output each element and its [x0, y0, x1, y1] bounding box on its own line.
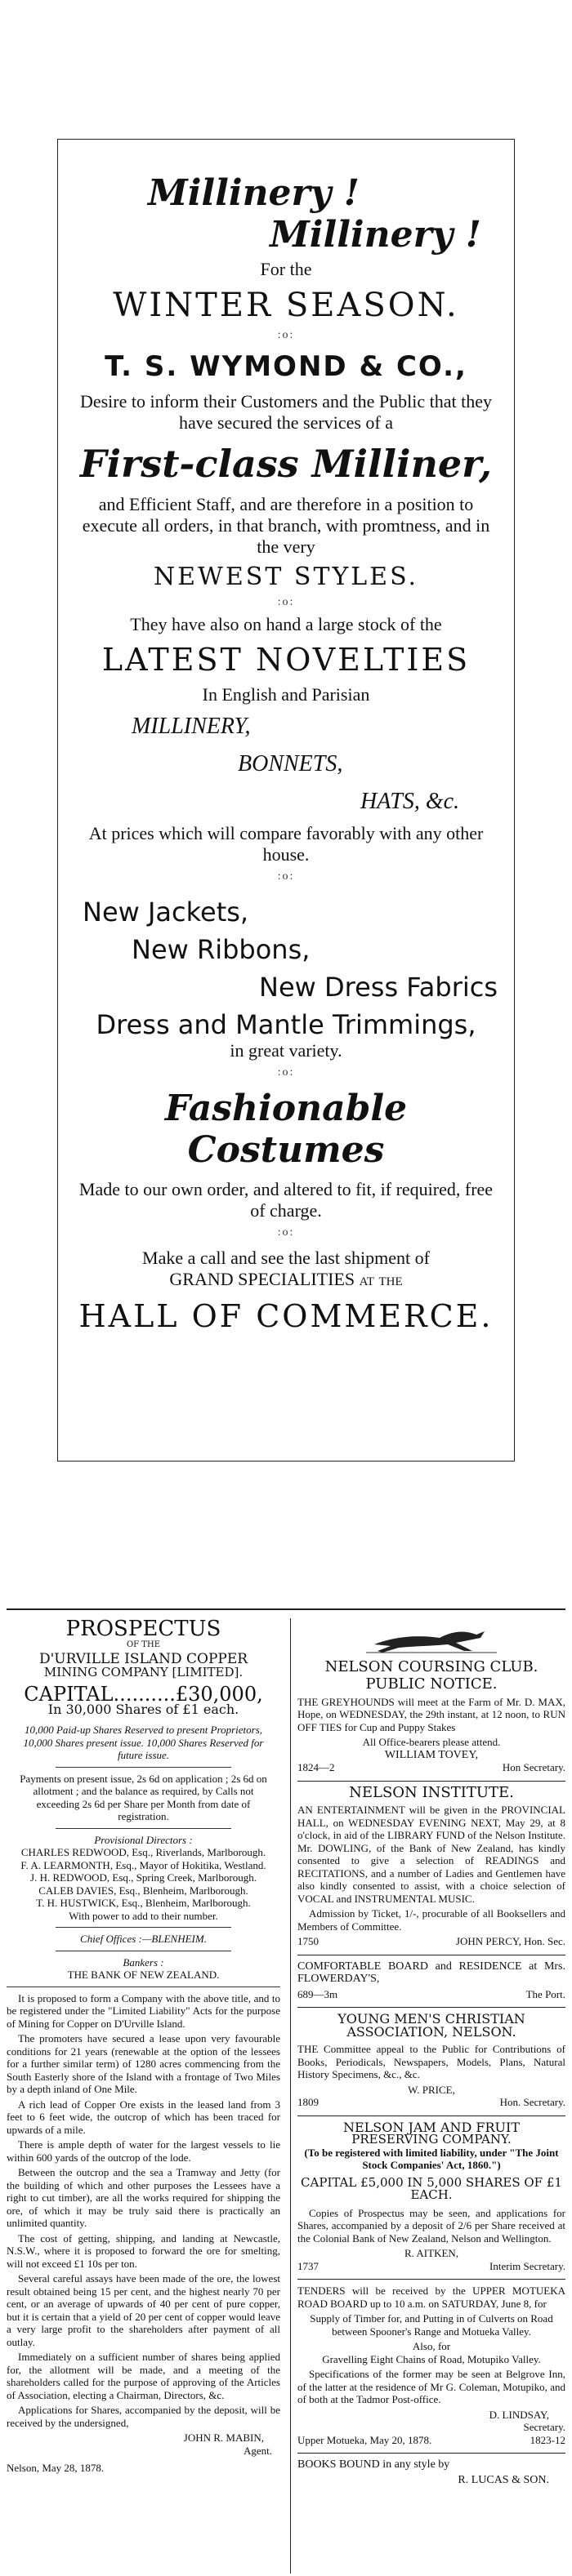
separator: :o:	[277, 870, 295, 883]
made-order-text: Made to our own order, and altered to fit, if required, free of charge.	[78, 1179, 494, 1221]
lower-columns	[7, 1608, 565, 2574]
separator: :o:	[277, 1066, 295, 1079]
efficient-text: and Efficient Staff, and are therefore in a position to execute all orders, in that branch, with promtness, and in the very	[82, 494, 490, 557]
separator: :o:	[277, 329, 295, 341]
prospectus-para-5: Between the outcrop and the sea a Tramway and Jetty (for the building of which and other purposes the Lessees have a right to cut timber), are all the works required for shipping the ore, of which it may be truly said there is practically an unlimited quantity.	[7, 2166, 280, 2229]
first-class-milliner: First-class Milliner,	[79, 442, 493, 486]
hall-of-commerce: HALL OF COMMERCE.	[78, 1298, 494, 1334]
ymca-num: 1809	[297, 2096, 319, 2108]
latest-novelties: LATEST NOVELTIES	[101, 642, 471, 678]
hats-word: HATS, &c.	[360, 789, 460, 814]
board-body: COMFORTABLE BOARD and RESIDENCE at Mrs. FLOWERDAY'S,	[297, 1960, 565, 1985]
divider	[56, 1927, 231, 1928]
provisional-directors-heading: Provisional Directors :	[94, 1833, 193, 1846]
coursing-role: Hon Secretary.	[502, 1761, 565, 1773]
institute-name: JOHN PERCY, Hon. Sec.	[455, 1935, 565, 1947]
jam-role: Interim Secretary.	[489, 2259, 565, 2272]
tenders-item-1: Supply of Timber for, and Putting in of Culverts on Road between Spooner's Range and Motueka Valley.	[310, 2312, 553, 2338]
director-5: T. H. HUSTWICK, Esq., Blenheim, Marlborough.	[36, 1897, 251, 1909]
prospectus-para-1: It is proposed to form a Company with the above title, and to be registered under the "Limited Liability" Acts for the purpose of Mining for Copper on D'Urville Island.	[7, 1991, 280, 2030]
newest-styles: NEWEST STYLES.	[153, 563, 419, 591]
english-parisian: In English and Parisian	[202, 684, 370, 705]
firm-name: T. S. WYMOND & CO.,	[105, 350, 467, 383]
greyhound-icon	[297, 1622, 565, 1657]
shares: In 30,000 Shares of £1 each.	[47, 1701, 239, 1717]
director-3: J. H. REDWOOD, Esq., Spring Creek, Marlborough.	[30, 1871, 257, 1884]
institute-title: NELSON INSTITUTE.	[349, 1783, 514, 1801]
ymca-role: Hon. Secretary.	[499, 2096, 565, 2108]
bankers-heading: Bankers :	[123, 1955, 164, 1969]
board-num: 689—3m	[297, 1987, 338, 2000]
new-jackets: New Jackets,	[83, 896, 249, 928]
company-name-a: D'URVILLE ISLAND COPPER	[38, 1651, 248, 1667]
bonnets-word: BONNETS,	[238, 751, 343, 776]
coursing-title: NELSON COURSING CLUB.	[324, 1657, 538, 1675]
jam-name: R. AITKEN,	[404, 2247, 459, 2259]
new-dress-fabrics: New Dress Fabrics	[259, 972, 498, 1003]
bank-name: THE BANK OF NEW ZEALAND.	[67, 1969, 220, 1981]
jam-body: Copies of Prospectus may be seen, and applications for Shares, accompanied by a deposit of 2/6 per Share received at the Colonial Bank of New Zealand, Nelson and Wellington.	[297, 2206, 565, 2245]
make-call-text: Make a call and see the last shipment of	[142, 1248, 430, 1268]
tenders-role: Secretary.	[523, 2421, 565, 2433]
institute-admission: Admission by Ticket, 1/-, procurable of all Booksellers and Members of Committee.	[297, 1907, 565, 1933]
prospectus-para-4: There is ample depth of water for the largest vessels to lie within 600 yards of the outcrop of the lode.	[7, 2138, 280, 2164]
tenders-name: D. LINDSAY,	[489, 2408, 549, 2421]
jam-title-a: NELSON JAM AND FRUIT	[343, 2119, 520, 2135]
tenders-intro: TENDERS will be received by the UPPER MOTUEKA ROAD BOARD up to 10 a.m. on SATURDAY, June 8, for	[297, 2285, 565, 2310]
tenders-notice	[297, 2279, 565, 2446]
great-variety: in great variety.	[230, 1040, 342, 1061]
prospectus-column	[7, 1618, 280, 2574]
ymca-body: THE Committee appeal to the Public for Contributions of Books, Periodicals, Newspapers, Models, Plans, Natural History Specimens, &c., &c.	[297, 2043, 565, 2080]
grand-specialities: GRAND SPECIALITIES at the	[169, 1269, 403, 1289]
books-name: R. LUCAS & SON.	[458, 2473, 549, 2486]
books-notice	[297, 2453, 565, 2486]
institute-notice	[297, 1781, 565, 1948]
fashionable-costumes: Fashionable Costumes	[164, 1088, 408, 1171]
winter-season: WINTER SEASON.	[113, 287, 459, 324]
ymca-name: W. PRICE,	[408, 2083, 455, 2096]
tenders-also: Also, for	[412, 2340, 451, 2352]
prospectus-para-2: The promoters have secured a lease upon very favourable conditions for 21 years (renewable at the option of the lessees for a further similar term) of 1280 acres commencing from the South Easterly shore of the Island with a frontage of Two Miles by a depth inland of One Mile.	[7, 2032, 280, 2095]
tenders-date: Upper Motueka, May 20, 1878.	[297, 2433, 432, 2446]
institute-num: 1750	[297, 1935, 319, 1947]
prospectus-para-3: A rich lead of Copper Ore exists in the leased land from 3 feet to 6 feet wide, the outcrop of which has been traced for upwards of a mile.	[7, 2098, 280, 2136]
coursing-name: WILLIAM TOVEY,	[384, 1748, 479, 1761]
for-the: For the	[260, 259, 312, 279]
divider	[56, 1828, 231, 1829]
of-the: OF THE	[126, 1639, 160, 1649]
prospectus-para-6: The cost of getting, shipping, and landing at Newcastle, N.S.W., where it is proposed to forward the ore for smelting, will not exceed £1 10s per ton.	[7, 2231, 280, 2270]
company-name-b: MINING COMPANY [LIMITED].	[43, 1664, 244, 1680]
jam-title-b: PRESERVING COMPANY.	[351, 2132, 512, 2147]
headline-millinery-2: Millinery !	[270, 214, 481, 256]
notices-column	[290, 1618, 565, 2574]
jam-registration: (To be registered with limited liability, under "The Joint Stock Companies' Act, 1860.")	[304, 2146, 559, 2171]
separator: :o:	[277, 1226, 295, 1239]
coursing-body: THE GREYHOUNDS will meet at the Farm of Mr. D. MAX, Hope, on WEDNESDAY, the 29th instant, at 12 noon, to RUN OFF TIES for Cup and Puppy Stakes	[297, 1695, 565, 1733]
coursing-officers: All Office-bearers please attend.	[362, 1736, 501, 1748]
tenders-item-2: Gravelling Eight Chains of Road, Motupiko Valley.	[322, 2352, 541, 2365]
divider	[56, 1767, 231, 1768]
jam-num: 1737	[297, 2259, 319, 2272]
director-1: CHARLES REDWOOD, Esq., Riverlands, Marlborough.	[20, 1846, 266, 1858]
jam-capital: CAPITAL £5,000 IN 5,000 SHARES OF £1 EACH.	[301, 2174, 562, 2202]
tenders-num: 1823-12	[530, 2433, 565, 2446]
public-notice: PUBLIC NOTICE.	[365, 1675, 498, 1693]
millinery-word: MILLINERY,	[132, 714, 251, 739]
institute-body: AN ENTERTAINMENT will be given in the PROVINCIAL HALL, on WEDNESDAY EVENING NEXT, May 29, at 8 o'clock, in aid of the LIBRARY FUND of the Nelson Institute. Mr. DOWLING, of the Bank of New Zealand, has kindly consented to give a selection of READINGS and RECITATIONS, and a number of Ladies and Gentlemen have also kindly consented to assist, with a choice selection of VOCAL and INSTRUMENTAL MUSIC.	[297, 1804, 565, 1905]
desire-text: Desire to inform their Customers and the Public that they have secured the services of a	[79, 391, 493, 433]
separator: :o:	[277, 596, 295, 608]
prospectus-title: PROSPECTUS	[65, 1617, 221, 1641]
payments-text: Payments on present issue, 2s 6d on application ; 2s 6d on allotment ; and the balance as required, by Calls not exceeding 2s 6d per Share per Month from date of registration.	[20, 1772, 267, 1822]
signer-role: Agent.	[243, 2444, 272, 2457]
capital: CAPITAL..........£30,000,	[24, 1683, 263, 1706]
prospectus-para-9: Applications for Shares, accompanied by the deposit, will be received by the undersigned,	[7, 2404, 280, 2429]
prospectus-para-7: Several careful assays have been made of the ore, the lowest result obtained being 15 per cent, and the highest nearly 70 per cent, or an average of upwards of 40 per cent of pure copper, but it is certain that a yield of 20 per cent of copper would leave a very large profit to the shareholders after payment of all outlay.	[7, 2272, 280, 2348]
books-body: BOOKS BOUND in any style by	[297, 2458, 450, 2471]
jam-notice	[297, 2116, 565, 2273]
millinery-advertisement	[57, 139, 515, 1462]
they-have-text: They have also on hand a large stock of the	[130, 614, 442, 634]
tenders-specs: Specifications of the former may be seen at Belgrove Inn, of the latter at the residence of Mr G. Coleman, Motupiko, and of both at the Tadmor Post-office.	[297, 2368, 565, 2405]
prospectus-date: Nelson, May 28, 1878.	[7, 2462, 105, 2474]
headline-millinery-1: Millinery !	[148, 172, 360, 214]
ymca-title: YOUNG MEN'S CHRISTIAN ASSOCIATION, NELSON.	[337, 2011, 525, 2040]
coursing-num: 1824—2	[297, 1761, 335, 1773]
paidup-text: 10,000 Paid-up Shares Reserved to present Proprietors, 10,000 Shares present issue. 10,000 Shares Reserved for future issue.	[23, 1724, 264, 1761]
signer-name: JOHN R. MABIN,	[183, 2431, 264, 2444]
ymca-notice	[297, 2007, 565, 2109]
board-place: The Port.	[525, 1987, 565, 2000]
prices-text: At prices which will compare favorably with any other house.	[88, 823, 484, 865]
new-ribbons: New Ribbons,	[132, 934, 311, 965]
power-text: With power to add to their number.	[69, 1909, 218, 1922]
dress-mantle-trimmings: Dress and Mantle Trimmings,	[96, 1009, 476, 1040]
chief-offices: Chief Offices :—BLENHEIM.	[80, 1933, 207, 1945]
director-4: CALEB DAVIES, Esq., Blenheim, Marlborough.	[38, 1884, 248, 1897]
director-2: F. A. LEARMONTH, Esq., Mayor of Hokitika, Westland.	[20, 1858, 266, 1871]
prospectus-para-8: Immediately on a sufficient number of shares being applied for, the allotment will be made, and a meeting of the shareholders called for the purpose of approving of the Articles of Association, electing a Chairman, Directors, &c.	[7, 2351, 280, 2401]
board-notice	[297, 1955, 565, 2001]
